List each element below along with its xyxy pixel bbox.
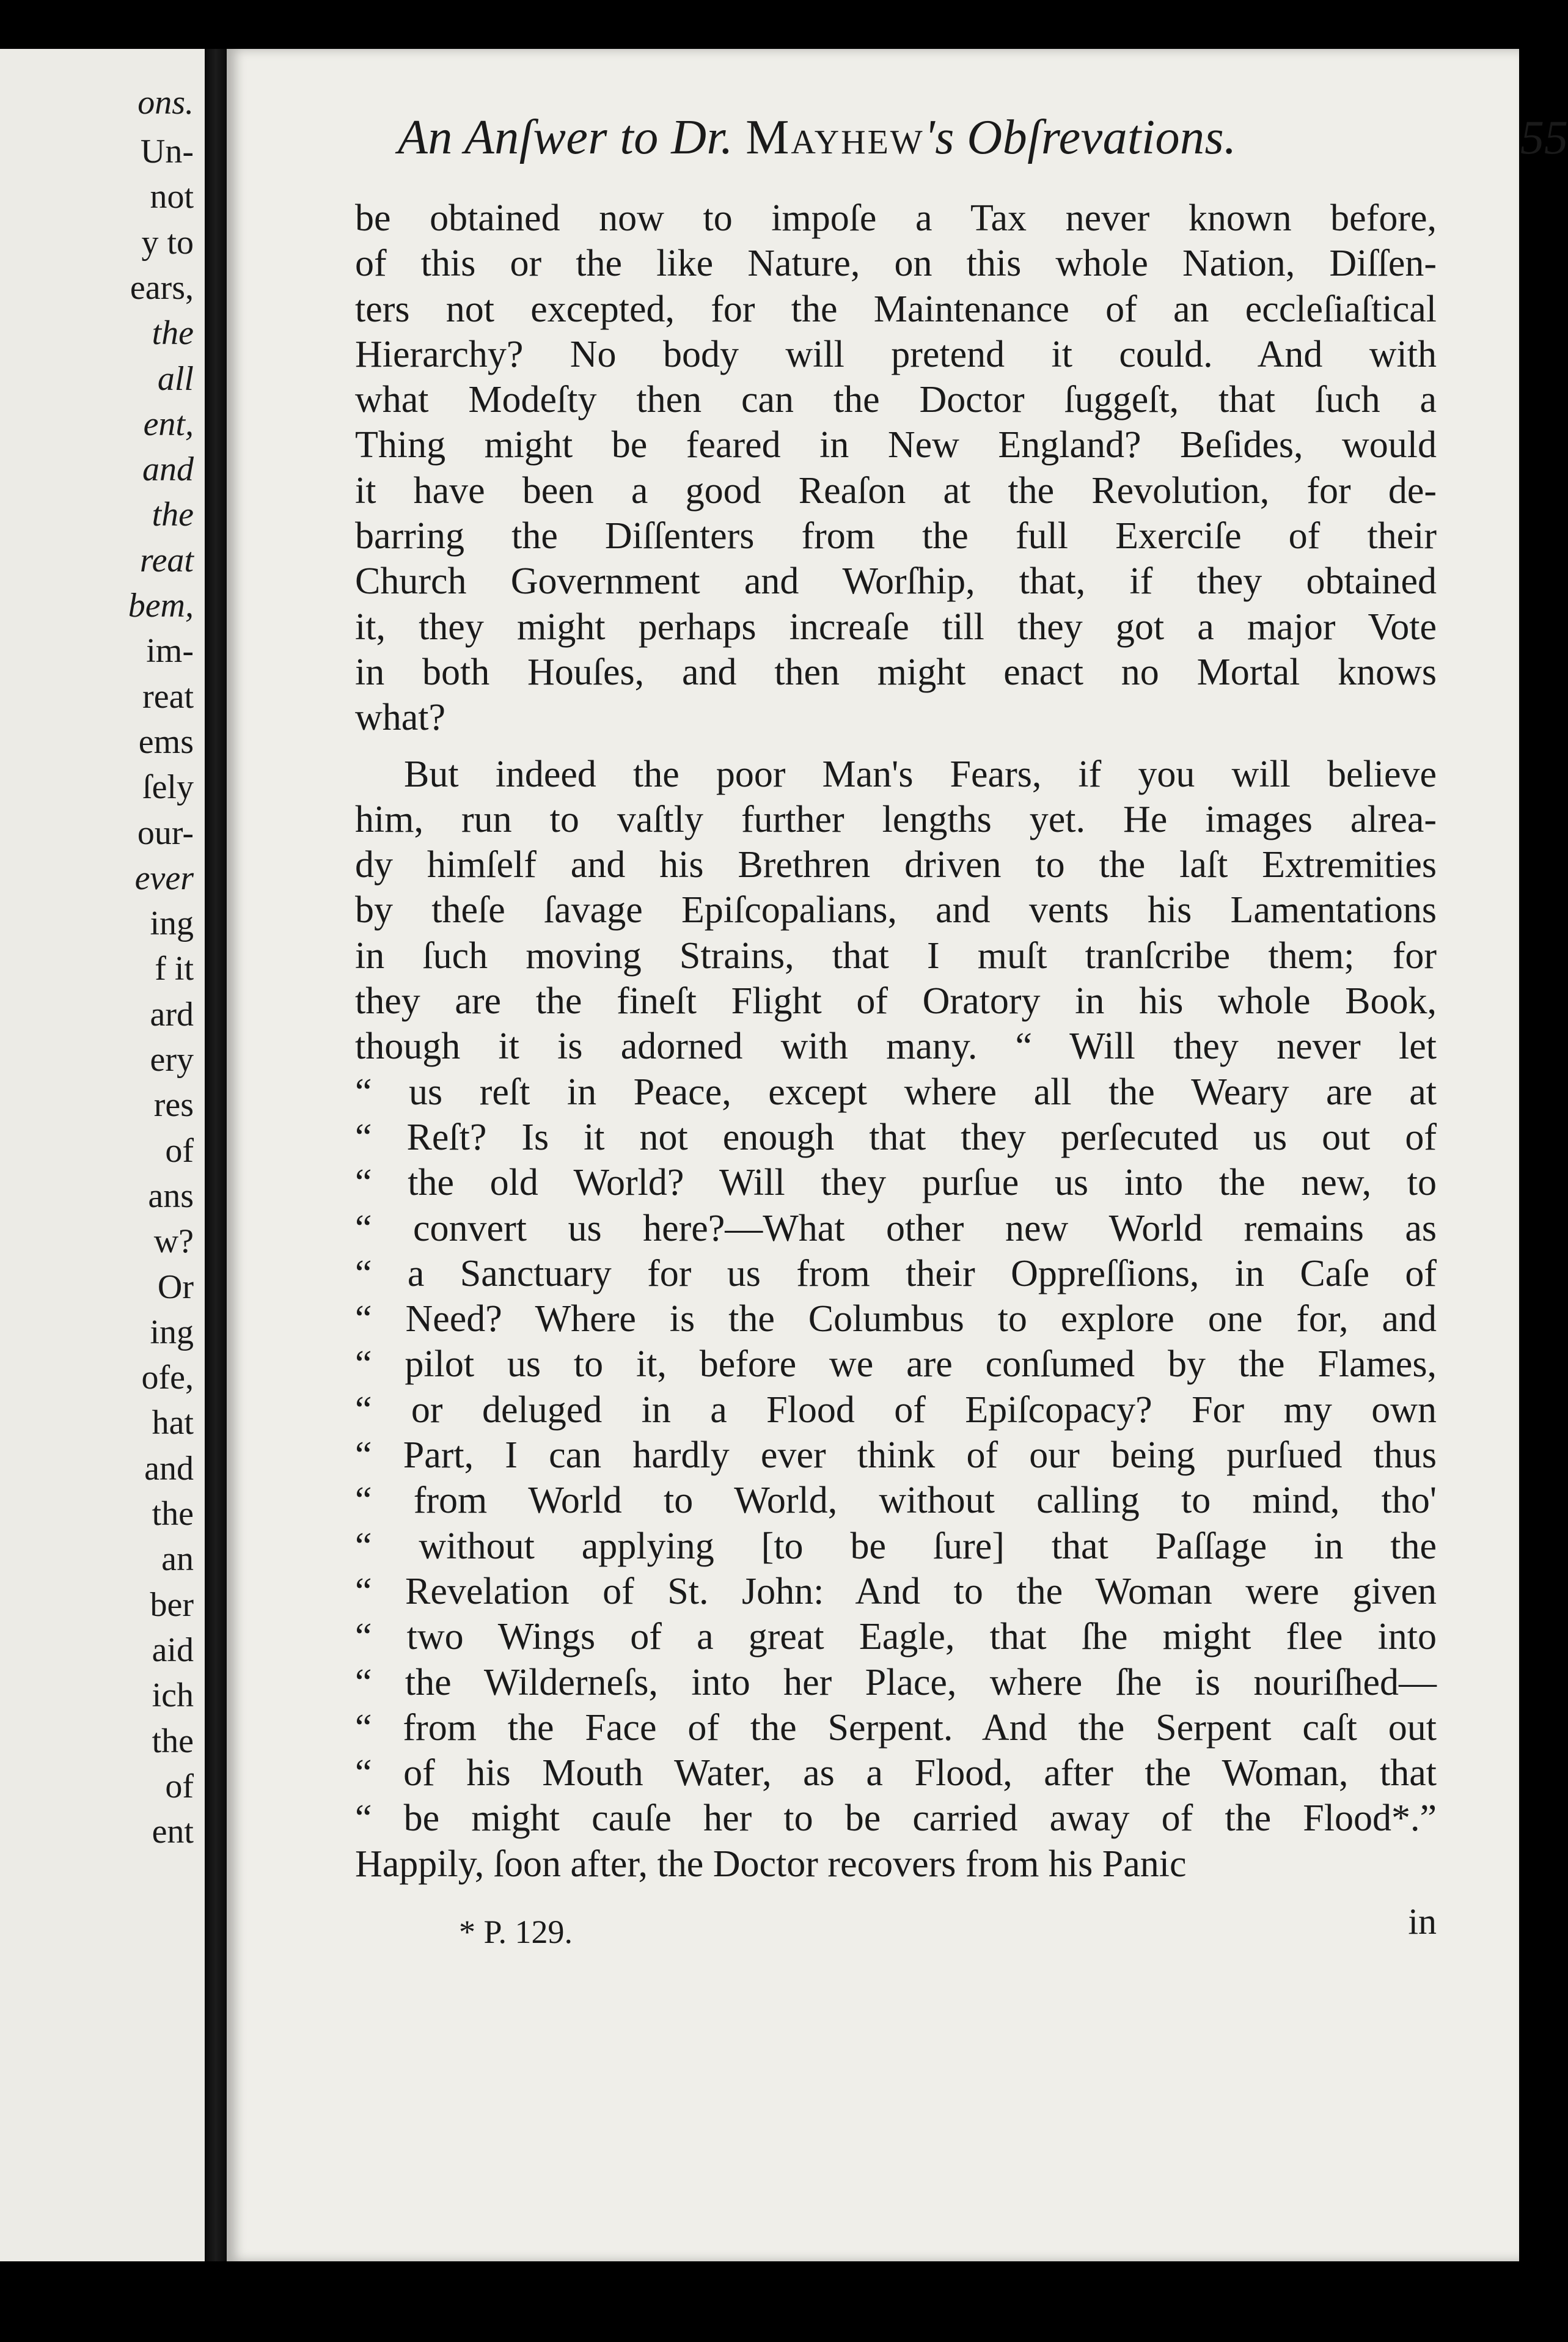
text-line: Happily, ſoon after, the Doctor recovers from his Panic xyxy=(355,1843,1187,1885)
left-page-fragment: and xyxy=(142,450,194,489)
catchword: in xyxy=(1408,1901,1437,1942)
running-head-title-pre: An Anſwer to Dr. xyxy=(398,111,733,164)
text-line: “ without applying [to be ſure] that Paſſage in the xyxy=(355,1525,1437,1567)
left-page-fragment: ears, xyxy=(130,268,194,307)
text-line: dy himſelf and his Brethren driven to the laſt Extremities xyxy=(355,844,1437,886)
text-line: “ a Sanctuary for us from their Oppreſſions, in Caſe of xyxy=(355,1252,1437,1294)
body-text xyxy=(355,196,1437,1887)
text-line: it have been a good Reaſon at the Revolution, for de- xyxy=(355,469,1437,512)
text-line: Thing might be feared in New England? Beſides, would xyxy=(355,424,1437,466)
left-page-fragment: our- xyxy=(137,813,194,852)
left-page-fragment: res xyxy=(153,1086,194,1125)
left-page-fragment: ich xyxy=(152,1676,194,1715)
left-page-fragment: w? xyxy=(153,1222,194,1261)
text-line: ters not excepted, for the Maintenance of an eccleſiaſtical xyxy=(355,288,1437,330)
text-line: what Modeſty then can the Doctor ſuggeſt, that ſuch a xyxy=(355,379,1437,421)
text-line: be obtained now to impoſe a Tax never known before, xyxy=(355,197,1437,239)
left-page-fragment: ard xyxy=(150,995,194,1033)
left-page-fragment: ever xyxy=(134,859,194,897)
left-page-margin xyxy=(0,49,79,2261)
left-page-fragment: not xyxy=(150,178,194,216)
left-page-text-fragments xyxy=(128,49,205,2261)
left-page-fragment: ing xyxy=(150,1313,194,1351)
left-page-fragment: the xyxy=(152,496,194,534)
left-page-fragment: an xyxy=(161,1540,194,1579)
left-page-fragment: all xyxy=(157,359,194,398)
left-page-fragment: reat xyxy=(139,541,194,579)
left-page-fragment: and xyxy=(144,1449,194,1488)
left-page-fragment: the xyxy=(152,1722,194,1760)
left-page-fragment: y to xyxy=(141,223,194,262)
text-line: “ Need? Where is the Columbus to explore one for, and xyxy=(355,1298,1437,1340)
left-page-fragment: ems xyxy=(138,722,194,761)
left-page-fragment: of xyxy=(165,1131,194,1170)
text-line: “ Revelation of St. John: And to the Woman were given xyxy=(355,1570,1437,1612)
text-line: by theſe ſavage Epiſcopalians, and vents his Lamentations xyxy=(355,889,1437,931)
text-line: “ the Wilderneſs, into her Place, where ſhe is nouriſhed— xyxy=(355,1661,1437,1703)
text-line: though it is adorned with many. “ Will they never let xyxy=(355,1026,1437,1068)
text-line: “ us reſt in Peace, except where all the Weary are at xyxy=(355,1071,1437,1113)
text-line: “ convert us here?—What other new World remains as xyxy=(355,1207,1437,1249)
text-line: “ be might cauſe her to be carried away of the Flood*.” xyxy=(355,1797,1437,1840)
text-line: “ of his Mouth Water, as a Flood, after the Woman, that xyxy=(355,1752,1437,1794)
left-page-fragment: ans xyxy=(148,1177,194,1215)
running-head-title xyxy=(398,110,1237,166)
left-page-fragment: f it xyxy=(155,950,194,988)
left-page xyxy=(0,49,205,2261)
right-page xyxy=(227,49,1568,2261)
left-page-fragment: ing xyxy=(150,905,194,943)
paragraph-gap xyxy=(355,741,1437,752)
left-page-fragment: the xyxy=(152,1495,194,1533)
running-head xyxy=(398,110,1568,177)
text-line: “ Reſt? Is it not enough that they perſecuted us out of xyxy=(355,1116,1437,1158)
text-line: in ſuch moving Strains, that I muſt tranſcribe them; for xyxy=(355,934,1437,977)
text-line: it, they might perhaps increaſe till they got a major Vote xyxy=(355,606,1437,648)
text-line: But indeed the poor Man's Fears, if you will believe xyxy=(404,753,1437,795)
text-line: what? xyxy=(355,697,446,739)
left-page-fragment: ofe, xyxy=(141,1359,194,1397)
left-page-fragment: im- xyxy=(146,632,194,670)
left-page-fragment: ery xyxy=(150,1041,194,1079)
running-head-title-name: Mayhew xyxy=(746,111,925,164)
left-page-fragment: of xyxy=(165,1767,194,1805)
footnote: * P. 129. xyxy=(459,1914,573,1950)
text-line: “ from World to World, without calling to mind, tho' xyxy=(355,1480,1437,1522)
left-page-fragment: ent xyxy=(152,1813,194,1851)
text-line: of this or the like Nature, on this whole Nation, Diſſen- xyxy=(355,243,1437,285)
text-line: Church Government and Worſhip, that, if they obtained xyxy=(355,560,1437,603)
text-line: they are the fineſt Flight of Oratory in his whole Book, xyxy=(355,980,1437,1022)
book-gutter xyxy=(205,49,227,2261)
left-page-fragment: Or xyxy=(157,1268,194,1306)
left-page-fragment: ons. xyxy=(137,84,194,122)
text-line: in both Houſes, and then might enact no Mortal knows xyxy=(355,651,1437,693)
text-line: “ the old World? Will they purſue us into the new, to xyxy=(355,1162,1437,1204)
text-line: “ Part, I can hardly ever think of our being purſued thus xyxy=(355,1434,1437,1477)
left-page-fragment: the xyxy=(152,314,194,353)
text-line: “ two Wings of a great Eagle, that ſhe might flee into xyxy=(355,1616,1437,1658)
text-line: “ pilot us to it, before we are conſumed by the Flames, xyxy=(355,1343,1437,1386)
left-page-fragment: hat xyxy=(152,1404,194,1442)
left-page-fragment: aid xyxy=(152,1631,194,1669)
left-page-fragment: ſely xyxy=(142,768,194,807)
left-page-fragment: ber xyxy=(150,1585,194,1624)
left-page-fragment: reat xyxy=(142,677,194,716)
left-page-fragment: bem, xyxy=(128,587,194,625)
left-page-fragment: Un- xyxy=(140,133,194,171)
text-line: barring the Diſſenters from the full Exerciſe of their xyxy=(355,515,1437,557)
running-head-title-post: 's Obſrevations. xyxy=(924,111,1237,164)
left-page-fragment: ent, xyxy=(143,405,194,443)
page-number: 55 xyxy=(1520,111,1568,164)
text-line: “ from the Face of the Serpent. And the Serpent caſt out xyxy=(355,1706,1437,1749)
text-line: Hierarchy? No body will pretend it could. And with xyxy=(355,333,1437,375)
text-line: “ or deluged in a Flood of Epiſcopacy? For my own xyxy=(355,1389,1437,1431)
text-line: him, run to vaſtly further lengths yet. He images alrea- xyxy=(355,798,1437,840)
